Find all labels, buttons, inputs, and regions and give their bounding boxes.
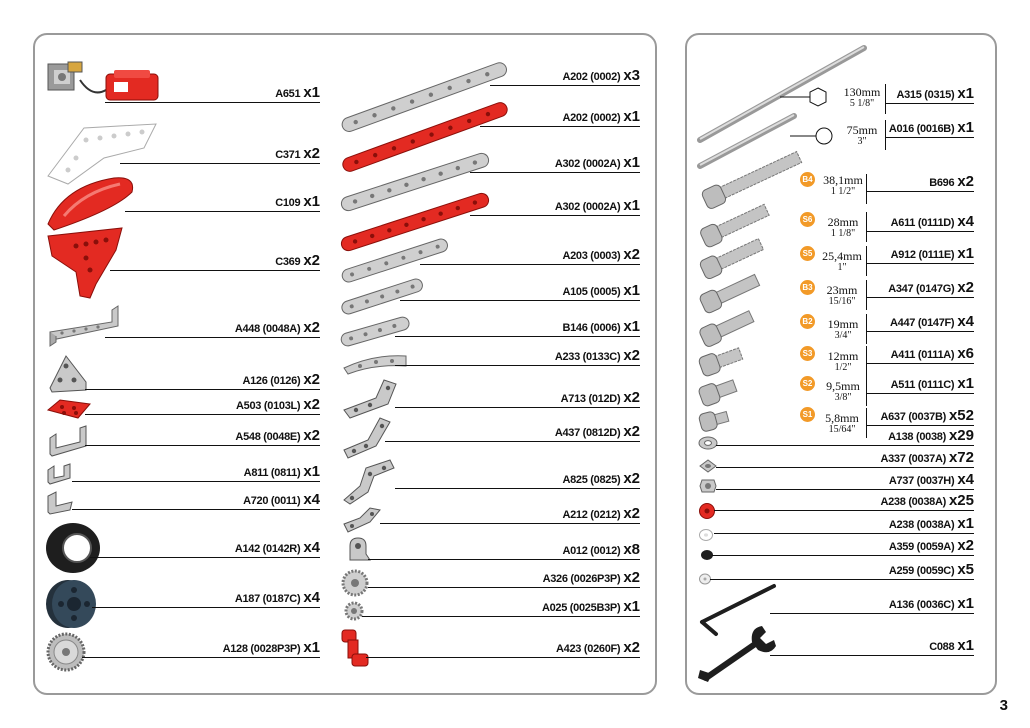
part-qty: x2 (957, 279, 974, 296)
part-qty: x1 (623, 154, 640, 171)
part-code: A720 (0011) (243, 495, 301, 507)
part-row-a126 (85, 364, 320, 390)
measure-inch: 1 1/2" (830, 186, 856, 197)
part-code: C109 (275, 197, 301, 209)
size-badge: B2 (800, 314, 815, 329)
part-qty: x4 (303, 491, 320, 508)
part-code: A637 (0037B) (880, 411, 946, 423)
size-badge: S5 (800, 246, 815, 261)
measure-inch: 15/64" (828, 424, 856, 435)
part-row-a359 (712, 530, 974, 556)
part-code: A611 (0111D) (890, 217, 955, 229)
part-row-a447 (866, 306, 974, 332)
measure-mm: 130mm (843, 85, 881, 99)
part-row-a203 (420, 239, 640, 265)
measure-inch: 1/2" (834, 362, 852, 373)
part-code: C369 (275, 256, 301, 268)
part-code: A713 (012D) (560, 393, 621, 405)
part-code: A302 (0002A) (554, 201, 621, 213)
part-row-a233 (395, 340, 640, 366)
measure-inch: 1 1/8" (830, 228, 856, 239)
part-qty: x2 (303, 319, 320, 336)
part-qty: x4 (957, 313, 974, 330)
part-code: A203 (0003) (562, 250, 621, 262)
part-code: A202 (0002) (562, 112, 621, 124)
part-row-a202-metal (490, 60, 640, 86)
measure-mm: 23mm (826, 283, 858, 297)
part-row-a025 (362, 591, 640, 617)
part-row-a326 (368, 562, 640, 588)
spanner-icon (696, 620, 780, 687)
part-qty: x2 (303, 396, 320, 413)
part-row-a202-red (480, 101, 640, 127)
measure-mm: 5,8mm (825, 411, 859, 425)
part-code: A259 (0059C) (888, 565, 955, 577)
part-row-a128 (82, 632, 320, 658)
part-code: C371 (275, 149, 301, 161)
part-code: A423 (0260F) (556, 643, 621, 655)
part-qty: x2 (623, 423, 640, 440)
measure-mm: 75mm (846, 123, 878, 137)
measure-inch: 5 1/8" (849, 98, 875, 109)
part-row-a511 (866, 368, 974, 394)
part-qty: x4 (303, 539, 320, 556)
size-badge: B4 (800, 172, 815, 187)
part-code: A437 (0812D) (554, 427, 621, 439)
part-row-a912 (866, 238, 974, 264)
part-code: C088 (929, 641, 955, 653)
washer-icon (698, 436, 718, 455)
part-code: A126 (0126) (242, 375, 301, 387)
part-qty: x2 (957, 537, 974, 554)
part-row-a448 (105, 312, 320, 338)
page-number: 3 (999, 697, 1008, 714)
part-row-a136 (770, 588, 974, 614)
part-row-a423 (366, 632, 640, 658)
part-code: A142 (0142R) (234, 543, 301, 555)
part-qty: x2 (303, 427, 320, 444)
measure-b696 (818, 174, 868, 197)
measure-mm: 28mm (827, 215, 859, 229)
part-qty: x1 (623, 108, 640, 125)
part-qty: x2 (303, 145, 320, 162)
measure-inch: 3/8" (834, 392, 852, 403)
part-code: A012 (0012) (562, 545, 621, 557)
part-row-a503 (85, 389, 320, 415)
part-code: A105 (0005) (562, 286, 621, 298)
measure-mm: 9,5mm (826, 379, 860, 393)
part-code: A737 (0037H) (888, 475, 955, 487)
measure-a511 (820, 380, 866, 403)
part-qty: x3 (623, 67, 640, 84)
measure-a315 (838, 86, 886, 109)
part-qty: x1 (957, 515, 974, 532)
part-qty: x2 (957, 173, 974, 190)
part-row-b696 (866, 166, 974, 192)
part-qty: x25 (948, 492, 974, 509)
part-row-c371 (120, 138, 320, 164)
part-qty: x1 (303, 639, 320, 656)
size-badge: S2 (800, 376, 815, 391)
measure-inch: 15/16" (828, 296, 856, 307)
part-code: A233 (0133C) (554, 351, 621, 363)
part-code: A128 (0028P3P) (222, 643, 301, 655)
part-qty: x1 (957, 595, 974, 612)
part-qty: x1 (623, 197, 640, 214)
part-qty: x29 (948, 427, 974, 444)
part-row-a548 (85, 420, 320, 446)
part-qty: x1 (957, 375, 974, 392)
part-row-a713 (395, 382, 640, 408)
part-code: A238 (0038A) (880, 496, 946, 508)
part-qty: x72 (948, 449, 974, 466)
part-qty: x1 (623, 318, 640, 335)
size-badge: B3 (800, 280, 815, 295)
part-code: A548 (0048E) (235, 431, 301, 443)
part-row-a259 (710, 554, 974, 580)
part-code: A347 (0147G) (888, 283, 955, 295)
part-row-a105 (400, 275, 640, 301)
part-qty: x1 (957, 637, 974, 654)
part-code: A025 (0025B3P) (541, 602, 621, 614)
part-qty: x4 (957, 471, 974, 488)
part-qty: x2 (303, 371, 320, 388)
part-code: A447 (0147F) (890, 317, 955, 329)
measure-mm: 12mm (827, 349, 859, 363)
measure-mm: 19mm (827, 317, 859, 331)
measure-a611 (820, 216, 866, 239)
part-row-a651 (105, 77, 320, 103)
measure-a912 (818, 250, 866, 273)
part-qty: x8 (623, 541, 640, 558)
part-qty: x1 (957, 85, 974, 102)
part-code: A187 (0187C) (234, 593, 301, 605)
part-qty: x1 (303, 84, 320, 101)
measure-mm: 25,4mm (822, 249, 862, 263)
part-row-a142 (90, 532, 320, 558)
part-code: A202 (0002) (562, 71, 621, 83)
part-qty: x2 (623, 569, 640, 586)
part-code: A238 (0038A) (888, 519, 955, 531)
part-code: B146 (0006) (562, 322, 621, 334)
part-qty: x2 (623, 639, 640, 656)
part-row-a012 (368, 534, 640, 560)
part-qty: x1 (957, 119, 974, 136)
part-code: A511 (0111C) (890, 379, 955, 391)
part-qty: x1 (303, 193, 320, 210)
part-code: A411 (0111A) (890, 349, 955, 361)
part-row-a212 (380, 498, 640, 524)
part-row-a720 (72, 484, 320, 510)
part-row-c088 (770, 630, 974, 656)
part-row-c109 (125, 186, 320, 212)
part-code: A825 (0825) (562, 474, 621, 486)
part-qty: x2 (303, 252, 320, 269)
axle-section-icon (780, 84, 832, 115)
part-qty: x6 (957, 345, 974, 362)
part-qty: x2 (623, 389, 640, 406)
part-row-c369 (110, 245, 320, 271)
measure-a016 (838, 124, 886, 147)
part-row-a347 (866, 272, 974, 298)
part-row-a187 (92, 582, 320, 608)
part-row-a811 (72, 456, 320, 482)
part-code: A315 (0315) (896, 89, 955, 101)
part-code: B696 (929, 177, 955, 189)
part-code: A912 (0111E) (890, 249, 955, 261)
part-qty: x4 (303, 589, 320, 606)
measure-mm: 38,1mm (823, 173, 863, 187)
part-row-a315 (886, 78, 974, 104)
part-qty: x52 (948, 407, 974, 424)
size-badge: S1 (800, 407, 815, 422)
part-row-a825 (395, 463, 640, 489)
part-row-a437 (385, 416, 640, 442)
part-row-a411 (866, 338, 974, 364)
part-row-b146 (395, 311, 640, 337)
part-qty: x2 (623, 347, 640, 364)
part-qty: x1 (957, 245, 974, 262)
part-code: A337 (0037A) (880, 453, 946, 465)
part-qty: x1 (623, 282, 640, 299)
measure-a347 (818, 284, 866, 307)
part-code: A302 (0002A) (554, 158, 621, 170)
measure-a411 (820, 350, 866, 373)
part-qty: x1 (303, 463, 320, 480)
part-code: A503 (0103L) (236, 400, 301, 412)
gear-wheel-icon (46, 632, 86, 677)
part-code: A136 (0036C) (888, 599, 955, 611)
part-code: A359 (0059A) (888, 541, 955, 553)
measure-a447 (820, 318, 866, 341)
size-badge: S6 (800, 212, 815, 227)
part-row-a016 (886, 112, 974, 138)
part-qty: x4 (957, 213, 974, 230)
part-row-a302-metal (470, 147, 640, 173)
part-code: A138 (0038) (888, 431, 946, 443)
part-code: A016 (0016B) (888, 123, 955, 135)
size-badge: S3 (800, 346, 815, 361)
part-code: A651 (275, 88, 301, 100)
part-row-a302-red (470, 190, 640, 216)
part-qty: x2 (623, 246, 640, 263)
part-code: A448 (0048A) (234, 323, 301, 335)
part-code: A811 (0811) (243, 467, 301, 479)
part-qty: x2 (623, 505, 640, 522)
part-qty: x5 (957, 561, 974, 578)
part-row-a611 (866, 206, 974, 232)
part-qty: x2 (623, 470, 640, 487)
measure-inch: 3/4" (834, 330, 852, 341)
part-code: A212 (0212) (562, 509, 621, 521)
part-qty: x1 (623, 598, 640, 615)
measure-inch: 1" (837, 262, 847, 273)
measure-inch: 3" (857, 136, 867, 147)
part-code: A326 (0026P3P) (542, 573, 621, 585)
